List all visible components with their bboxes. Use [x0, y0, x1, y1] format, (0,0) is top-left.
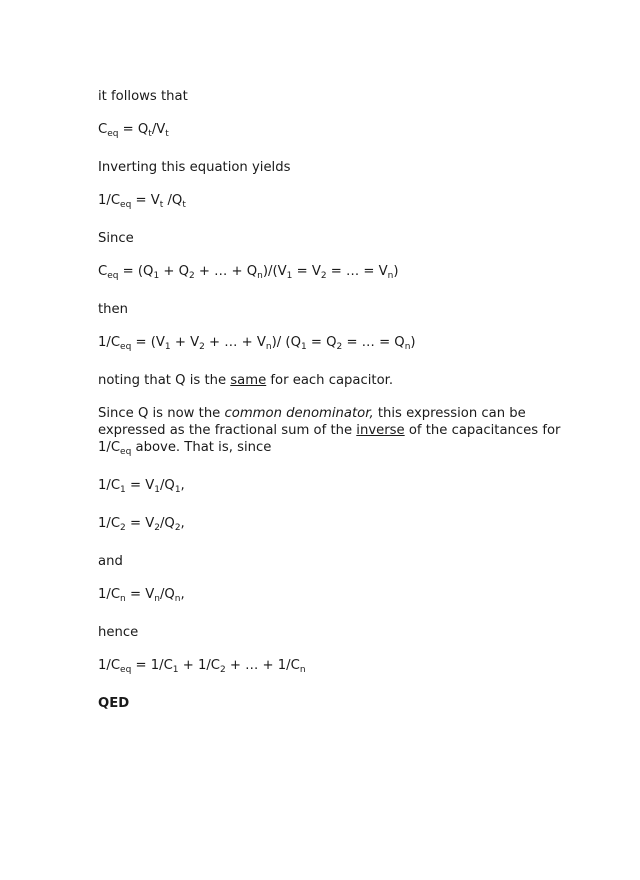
- qed-label: QED: [98, 696, 130, 711]
- and-text: and: [98, 554, 123, 569]
- equation-inverse-c1: $1/C_1 = V_1/Q_1$,: [98, 478, 185, 495]
- document-body: [98, 88, 568, 728]
- hence-text: hence: [98, 625, 139, 640]
- intro-text: it follows that: [98, 89, 188, 104]
- equation-inverse-cn: $1/C_n = V_n/Q_n$,: [98, 587, 185, 604]
- equation-final-series-capacitance: $1/C_{eq} = 1/C_1 + 1/C_2$ + … + $1/C_n$: [98, 658, 306, 675]
- then-text: then: [98, 302, 129, 317]
- equation-inverse-c2: $1/C_2 = V_2/Q_2$,: [98, 516, 185, 533]
- equation-inverse-ceq: $1/C_{eq} = V_t$ $/Q_t$: [98, 193, 186, 210]
- equation-inverse-ceq-sum-v: $1/C_{eq} = (V_1 + V_2$ + … + $V_n)/$ ($Q_1 = Q_2$ = … = $Q_n$): [98, 335, 416, 352]
- inverting-text: Inverting this equation yields: [98, 160, 291, 175]
- underlined-same: same: [230, 373, 267, 388]
- since-text: Since: [98, 231, 134, 246]
- noting-text: noting that Q is the same for each capacitor.: [98, 373, 394, 388]
- equation-ceq-qt-vt: $C_{eq} = Q_t/V_t$: [98, 122, 169, 139]
- equation-ceq-sum-q: $C_{eq} = (Q_1 + Q_2$ + … + $Q_n)/(V_1 = V_2$ = … = $V_n$): [98, 264, 399, 281]
- underlined-inverse: inverse: [356, 423, 405, 438]
- explanation-paragraph: Since Q is now the common denominator, this expression can be expressed as the fractional sum of the inverse of the capacitances for $1/C_{eq}$ above. That is, since: [98, 406, 561, 457]
- italic-common-denominator: common denominator,: [224, 406, 374, 421]
